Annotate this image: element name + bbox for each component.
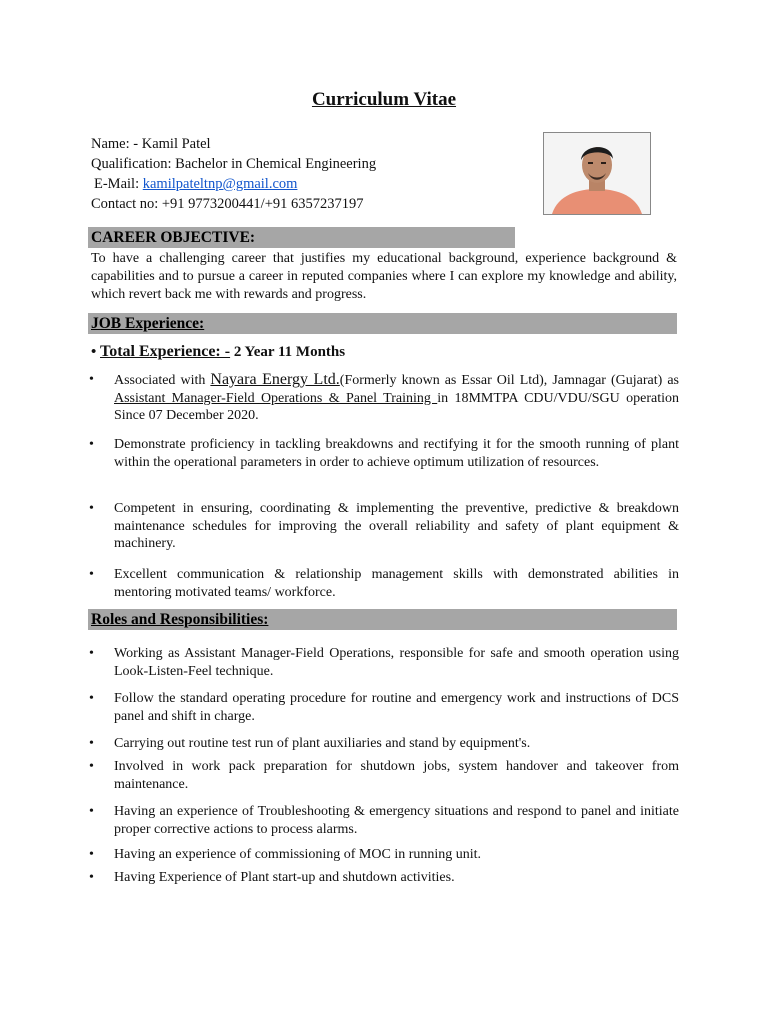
roles-item-text: Involved in work pack preparation for shutdown jobs, system handover and takeover from maintenance. — [114, 759, 679, 792]
bullet-dot: • — [89, 646, 94, 661]
roles-item — [89, 735, 679, 753]
bullet-dot: • — [89, 804, 94, 819]
email-label: E-Mail: — [94, 176, 140, 192]
contact-block — [91, 134, 376, 214]
profile-photo-illustration — [544, 133, 650, 214]
job-experience-item-text: Competent in ensuring, coordinating & implementing the preventive, predictive & breakdown maintenance schedules for improving the overall reliability and safety of plant equipment & machinery. — [114, 501, 679, 551]
job-experience-item — [89, 371, 679, 425]
contact-number-line: Contact no: +91 9773200441/+91 6357237197 — [91, 196, 364, 212]
roles-item-text: Having an experience of Troubleshooting & emergency situations and respond to panel and initiate proper corrective actions to process alarms. — [114, 804, 679, 837]
bullet-dot: • — [89, 372, 94, 387]
total-experience-value: 2 Year 11 Months — [230, 344, 346, 360]
bullet-dot: • — [89, 691, 94, 706]
profile-photo — [543, 132, 651, 215]
bullet-dot: • — [89, 567, 94, 582]
bullet-dot: • — [89, 501, 94, 516]
job-experience-item-text — [114, 371, 679, 425]
bullet-dot: • — [89, 759, 94, 774]
qualification-line: Qualification: Bachelor in Chemical Engineering — [91, 156, 377, 172]
roles-item-text: Working as Assistant Manager-Field Operations, responsible for safe and smooth operation using Look-Listen-Feel technique. — [114, 646, 679, 679]
roles-heading: Roles and Responsibilities: — [88, 609, 677, 630]
total-experience — [91, 343, 345, 361]
roles-item — [89, 846, 679, 864]
page-title: Curriculum Vitae — [311, 89, 457, 110]
roles-item — [89, 869, 679, 887]
career-objective-text: To have a challenging career that justifies my educational background, experience background & capabilities and to pursue a career in reputed companies where I can explore my knowledge and ability, which revert back me with rewards and progress. — [91, 251, 677, 302]
job-experience-heading: JOB Experience: — [88, 313, 677, 334]
roles-item-text: Carrying out routine test run of plant auxiliaries and stand by equipment's. — [114, 736, 531, 751]
job-experience-item-text: Demonstrate proficiency in tackling breakdowns and rectifying it for the smooth running of plant within the operational parameters in order to achieve optimum utilization of resources. — [114, 437, 679, 470]
total-experience-bullet: • — [91, 344, 97, 360]
bullet-dot: • — [89, 437, 94, 452]
job-experience-item — [89, 566, 679, 601]
job-experience-item — [89, 500, 679, 553]
job-experience-item-text: Excellent communication & relationship management skills with demonstrated abilities in mentoring motivated teams/ workforce. — [114, 567, 679, 600]
bullet-dot: • — [89, 847, 94, 862]
roles-item-text: Having Experience of Plant start-up and shutdown activities. — [114, 870, 455, 885]
company-name: Nayara Energy Ltd. — [210, 371, 340, 388]
career-objective-heading: CAREER OBJECTIVE: — [88, 227, 515, 248]
job-scope: in 18MMTPA CDU/VDU/SGU operation Since 07 December 2020. — [114, 390, 679, 423]
total-experience-label: Total Experience: - — [100, 343, 231, 360]
roles-item-text: Having an experience of commissioning of MOC in running unit. — [114, 847, 482, 862]
bullet-dot: • — [89, 736, 94, 751]
roles-item — [89, 645, 679, 680]
job-role: Assistant Manager-Field Operations & Panel Training — [114, 390, 438, 406]
company-intro: Associated with — [114, 373, 211, 388]
company-details: (Formerly known as Essar Oil Ltd), Jamnagar (Gujarat) as — [339, 373, 679, 388]
bullet-dot: • — [89, 870, 94, 885]
email-line — [91, 174, 376, 194]
roles-item — [89, 690, 679, 725]
job-experience-item — [89, 436, 679, 471]
email-link[interactable]: kamilpateltnp@gmail.com — [142, 176, 298, 192]
name-line: Name: - Kamil Patel — [91, 136, 211, 152]
roles-item — [89, 758, 679, 793]
roles-item — [89, 803, 679, 838]
roles-item-text: Follow the standard operating procedure for routine and emergency work and instructions of DCS panel and shift in charge. — [114, 691, 679, 724]
